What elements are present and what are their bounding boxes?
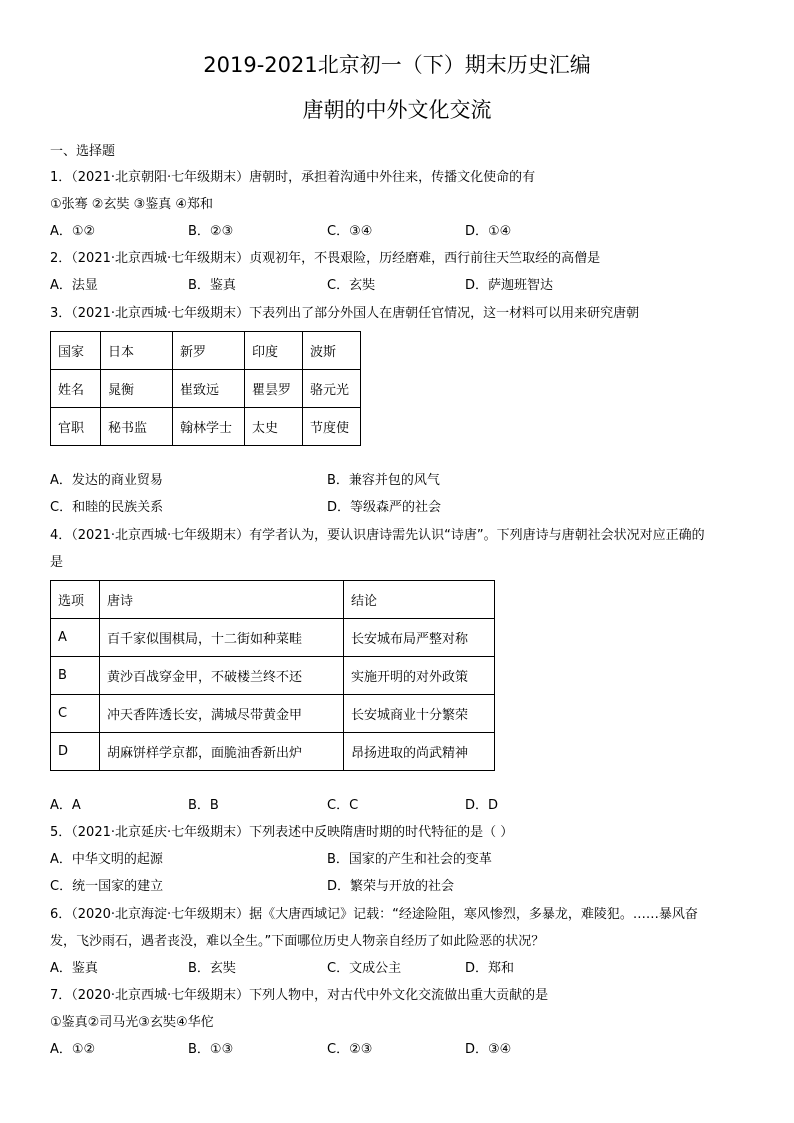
table-cell: 黄沙百战穿金甲，不破楼兰终不还 [100,657,344,695]
question-4-stem: 4．（2021·北京西城·七年级期末）有学者认为，要认识唐诗需先认识“诗唐”。下列唐诗与唐朝社会状况对应正确的 [50,528,705,543]
question-2-option-a: A．法显 [50,278,98,293]
table-cell: 节度使 [303,408,361,446]
question-4-table [50,580,495,771]
question-1-option-b: B．②③ [188,224,234,239]
question-1-option-a: A．①② [50,224,96,239]
table-cell: 冲天香阵透长安，满城尽带黄金甲 [100,695,344,733]
question-7-stem: 7．（2020·北京西城·七年级期末）下列人物中，对古代中外文化交流做出重大贡献的是 [50,988,549,1003]
table-cell: 翰林学士 [173,408,245,446]
table-cell: 晁衡 [101,370,173,408]
question-3-option-d: D．等级森严的社会 [327,500,442,515]
table-cell: 姓名 [51,370,101,408]
table-cell: 昂扬进取的尚武精神 [344,733,495,771]
table-cell: 选项 [51,581,100,619]
table-cell: 唐诗 [100,581,344,619]
table-row [51,695,495,733]
table-cell: 长安城商业十分繁荣 [344,695,495,733]
question-1-option-d: D．①④ [465,224,512,239]
question-7-option-a: A．①② [50,1042,96,1057]
question-3-option-a: A．发达的商业贸易 [50,473,163,488]
question-5-option-d: D．繁荣与开放的社会 [327,879,455,894]
table-cell: 崔致远 [173,370,245,408]
question-2-option-b: B．鉴真 [188,278,236,293]
table-cell: 长安城布局严整对称 [344,619,495,657]
table-row [51,581,495,619]
table-row [51,370,361,408]
question-4-option-d: D．D [465,798,499,813]
table-cell: D [51,733,100,771]
question-7-option-c: C．②③ [327,1042,373,1057]
question-3-option-b: B．兼容并包的风气 [327,473,440,488]
question-3-option-c: C．和睦的民族关系 [50,500,164,515]
table-cell: C [51,695,100,733]
table-cell: 秘书监 [101,408,173,446]
question-5-option-c: C．统一国家的建立 [50,879,164,894]
question-2-option-c: C．玄奘 [327,278,376,293]
table-cell: 日本 [101,332,173,370]
table-cell: 结论 [344,581,495,619]
table-cell: B [51,657,100,695]
question-6-option-d: D．郑和 [465,961,515,976]
table-cell: 波斯 [303,332,361,370]
table-row [51,733,495,771]
question-5-stem: 5．（2021·北京延庆·七年级期末）下列表述中反映隋唐时期的时代特征的是（ ） [50,825,514,840]
section-heading: 一、选择题 [50,144,116,159]
question-5-option-b: B．国家的产生和社会的变革 [327,852,492,867]
table-cell: 骆元光 [303,370,361,408]
question-3-stem: 3．（2021·北京西城·七年级期末）下表列出了部分外国人在唐朝任官情况，这一材料可以用来研究唐朝 [50,306,640,321]
question-6-option-b: B．玄奘 [188,961,236,976]
table-cell: 百千家似围棋局，十二街如种菜畦 [100,619,344,657]
question-4-stem-continued: 是 [50,555,64,570]
question-1-option-c: C．③④ [327,224,373,239]
table-cell: 太史 [245,408,303,446]
table-cell: 印度 [245,332,303,370]
table-cell: 国家 [51,332,101,370]
question-3-table [50,331,361,446]
table-cell: 实施开明的对外政策 [344,657,495,695]
question-2-stem: 2．（2021·北京西城·七年级期末）贞观初年，不畏艰险，历经磨难，西行前往天竺取经的高僧是 [50,251,601,266]
question-6-option-a: A．鉴真 [50,961,98,976]
question-6-stem-continued: 发，飞沙雨石，遇者丧没，难以全生。”下面哪位历史人物亲自经历了如此险恶的状况？ [50,934,545,949]
question-6-stem: 6．（2020·北京海淀·七年级期末）据《大唐西域记》记载：“经途险阻，寒风惨烈，多暴龙，难陵犯。……暴风奋 [50,907,698,922]
table-cell: 新罗 [173,332,245,370]
table-row [51,408,361,446]
table-row [51,619,495,657]
table-cell: 官职 [51,408,101,446]
question-7-items: ①鉴真②司马光③玄奘④华佗 [50,1015,214,1030]
table-cell: 胡麻饼样学京都，面脆油香新出炉 [100,733,344,771]
question-7-option-b: B．①③ [188,1042,234,1057]
question-6-option-c: C．文成公主 [327,961,402,976]
question-7-option-d: D．③④ [465,1042,512,1057]
table-row [51,657,495,695]
question-2-option-d: D．萨迦班智达 [465,278,554,293]
question-1-items: ①张骞 ②玄奘 ③鉴真 ④郑和 [50,197,214,212]
question-1-stem: 1．（2021·北京朝阳·七年级期末）唐朝时，承担着沟通中外往来，传播文化使命的有 [50,170,536,185]
question-4-option-b: B．B [188,798,219,813]
table-cell: A [51,619,100,657]
table-cell: 瞿昙罗 [245,370,303,408]
table-row [51,332,361,370]
question-5-option-a: A．中华文明的起源 [50,852,163,867]
question-4-option-c: C．C [327,798,359,813]
document-title: 2019-2021北京初一（下）期末历史汇编 [203,53,591,77]
question-4-option-a: A．A [50,798,81,813]
document-subtitle: 唐朝的中外文化交流 [302,98,492,122]
